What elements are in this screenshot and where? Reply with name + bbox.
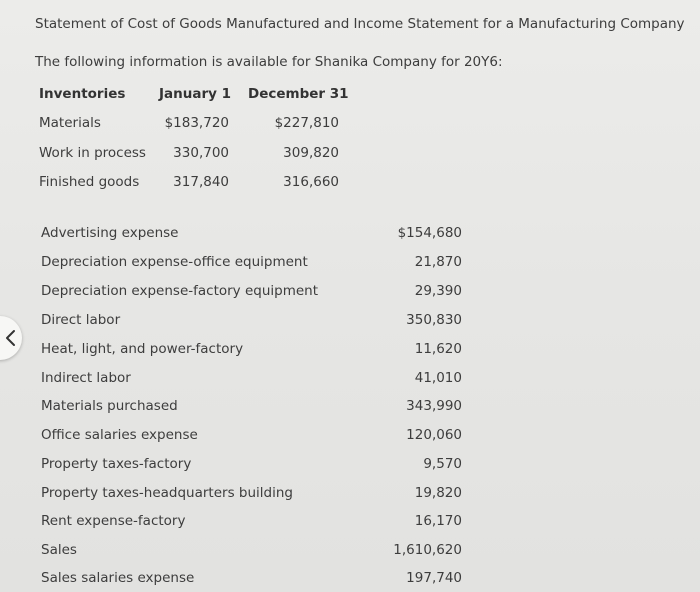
expense-label: Indirect labor (41, 370, 131, 386)
expense-label: Depreciation expense-factory equipment (41, 283, 319, 299)
expense-value: 9,570 (423, 456, 462, 472)
expense-value: 29,390 (414, 283, 462, 299)
document-title: Statement of Cost of Goods Manufactured and Income Statement for a Manufacturing Company (35, 16, 685, 32)
inventory-dec-materials: $227,810 (274, 115, 339, 131)
expense-value: $154,680 (397, 225, 462, 241)
expense-value: 350,830 (406, 312, 462, 328)
expense-value: 21,870 (414, 254, 462, 270)
expense-label: Office salaries expense (41, 427, 198, 443)
expense-value: 16,170 (414, 513, 462, 529)
january-header: January 1 (159, 86, 232, 102)
inventory-dec-wip: 309,820 (283, 145, 339, 161)
expense-label: Rent expense-factory (41, 513, 186, 529)
inventory-dec-finished: 316,660 (283, 174, 339, 190)
inventory-jan-finished: 317,840 (173, 174, 229, 190)
expense-value: 11,620 (414, 341, 462, 357)
expense-label: Heat, light, and power-factory (41, 341, 244, 357)
inventory-jan-materials: $183,720 (164, 115, 229, 131)
back-button[interactable] (0, 316, 22, 360)
expense-value: 343,990 (406, 398, 462, 414)
expense-label: Property taxes-factory (41, 456, 192, 472)
chevron-left-icon (4, 329, 16, 347)
expense-value: 197,740 (406, 570, 462, 586)
inventories-header: Inventories (39, 86, 126, 102)
inventory-label-finished: Finished goods (39, 174, 140, 190)
december-header: December 31 (248, 86, 349, 102)
expense-label: Materials purchased (41, 398, 178, 414)
expense-label: Property taxes-headquarters building (41, 485, 293, 501)
intro-text: The following information is available for Shanika Company for 20Y6: (35, 54, 503, 70)
expense-label: Depreciation expense-office equipment (41, 254, 308, 270)
expense-value: 19,820 (414, 485, 462, 501)
inventory-label-materials: Materials (39, 115, 101, 131)
expense-label: Advertising expense (41, 225, 179, 241)
inventory-jan-wip: 330,700 (173, 145, 229, 161)
expense-label: Direct labor (41, 312, 121, 328)
expense-value: 120,060 (406, 427, 462, 443)
expense-value: 1,610,620 (393, 542, 462, 558)
expense-value: 41,010 (414, 370, 462, 386)
expense-label: Sales (41, 542, 77, 558)
inventory-label-wip: Work in process (39, 145, 146, 161)
expense-label: Sales salaries expense (41, 570, 195, 586)
